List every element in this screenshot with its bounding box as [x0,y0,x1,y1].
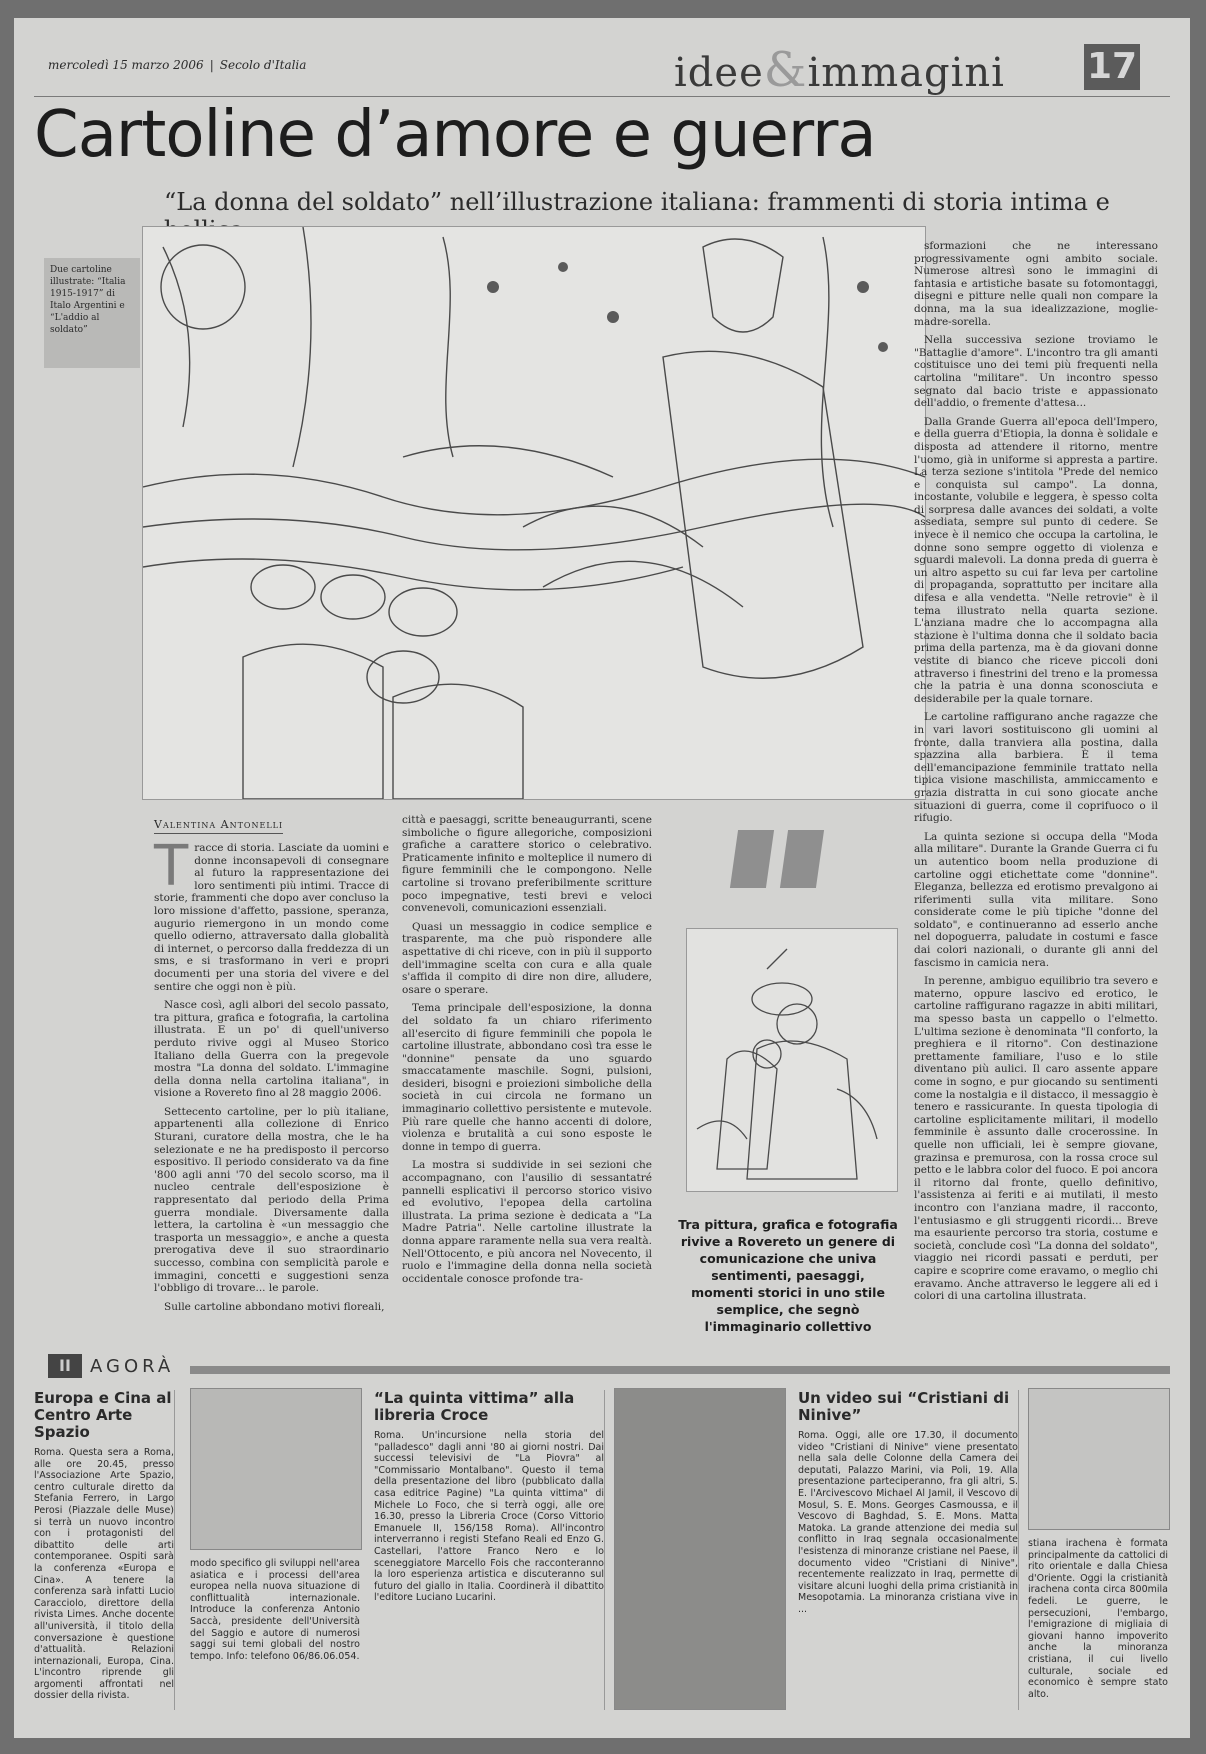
paragraph: città e paesaggi, scritte beneaugurranti, scene simboliche o figure allegoriche, composizioni grafiche a carattere storico o celebrativo. Praticamente infinito e molteplice il numero di figure femminili che le compongono. Nelle cartoline si trovano preferibilmente scritture poco impegnative, testi brevi e veloci convenevoli, comunicazioni essenziali. [402,814,652,915]
agora-logo-icon: II [48,1354,82,1378]
date-text: mercoledì 15 marzo 2006 [48,58,204,72]
article-column-2 [402,814,652,1291]
paragraph: Le cartoline raffigurano anche ragazze che in vari lavori sostituiscono gli uomini al fronte, dalla tranviera alla postina, dalla spazzina alla barbiera. È il tema dell'emancipazione femminile trattato nella tipica visione maschilista, ammiccamento e grazia distratta in cui sono giocate anche situazioni di guerra, come il coprifuoco o il rifugio. [914,711,1158,825]
article-column-1 [154,834,389,1319]
paragraph: racce di storia. Lasciate da uomini e donne inconsapevoli di consegnare al futuro la rappresentazione dei loro sentimenti più intimi. Tracce di storie, frammenti che dopo aver concluso la loro missione d'affetto, passione, speranza, augurio riemergono in un mondo come quello odierno, attraversato dalla globalità di internet, o percorso dalla freddezza di un sms, e si trasformano in veri e propri documenti per una storia del vivere e del sentire che oggi non è più. [154,842,389,993]
box-title: Un video sui “Cristiani di Ninive” [798,1389,1010,1424]
paragraph: In perenne, ambiguo equilibrio tra severo e materno, oppure lascivo ed erotico, le cartoline raffigurano ragazze in abiti militari, ma spesso basta un cappello o l'elmetto. L'ultima sezione è denominata "Il conforto, la preghiera e il ritorno". Con destinazione prettamente familiare, l'uso e lo stile diventano più aulici. Il caro assente appare come in sogno, e pur giocando su sentimenti come la nostalgia e il distacco, il messaggio è tenero e rassicurante. In questa tipologia di cartoline esplicitamente militari, il modello femminile è assunto dalle crocerossine. In quelle non ufficiali, lei è sempre giovane, grazinsa e premurosa, con la rossa croce sul petto e le labbra color del fuoco. E poi ancora il ritorno dal fronte, quello definitivo, l'assistenza ai feriti e ai mutilati, il mesto incontro con l'anziana madre, il racconto, l'entusiasmo e gli struggenti ricordi... Breve ma esauriente percorso tra storia, costume e società, conclude così "La donna del soldato", viaggio nei ricordi passati e perduti, per capire e scoprire come eravamo, o meglio chi eravamo. Anche attraverso le leggere ali ed i colori di una cartolina illustrata. [914,975,1158,1303]
article-title: Cartoline d’amore e guerra [34,98,876,172]
newspaper-name: Secolo d'Italia [219,58,307,72]
paragraph: Tema principale dell'esposizione, la donna del soldato fa un chiaro riferimento all'esercito di figure femminili che popola le cartoline illustrate, abbondano così tra esse le "donnine" pensate da uno sguardo smaccatamente maschile. Sogni, pulsioni, desideri, bisogni e proiezioni simboliche della società in cui circola ne formano un immaginario collettivo persistente e mutevole. Più rare quelle che hanno accenti di dolore, violenza e brutalità a cui sono esposte le donne in tempo di guerra. [402,1002,652,1153]
paragraph: Dalla Grande Guerra all'epoca dell'Impero, e della guerra d'Etiopia, la donna è solidale e disposta ad attendere il ritorno, mentre l'uomo, già in uniforme si appresta a partire. La terza sezione s'intitola "Prede del nemico e conquista sul campo". La donna, incostante, volubile e leggera, è spesso colta di sorpresa dalle avances dei soldati, a volte assediata, sempre sul punto di cedere. Se invece è il nemico che occupa la cartolina, le donne sono sempre oggetto di violenza e sguardi malevoli. La donna preda di guerra è un altro aspetto su cui far leva per cartoline di propaganda, soprattutto per incitare alla difesa e alla vendetta. "Nelle retrovie" è il tema illustrato nella quarta sezione. L'anziana madre che lo accompagna alla stazione è l'ultima donna che il soldato bacia prima della partenza, ma è da giovani donne vestite di bianco che riceve piccoli doni attraverso i finestrini del treno e la promessa che la patria è una donna sconosciuta e desiderabile per la quale tornare. [914,415,1158,705]
photo-ninive [1028,1388,1170,1530]
paragraph: Nasce così, agli albori del secolo passato, tra pittura, grafica e fotografia, la cartolina illustrata. E un po' di quell'universo perduto rivive oggi al Museo Storico Italiano della Guerra con la pregevole mostra "La donna del soldato. L'immagine della donna nella cartolina italiana", in visione a Rovereto fino al 28 maggio 2006. [154,999,389,1100]
divider [190,1366,1170,1374]
box-body: Roma. Un'incursione nella storia del "palladesco" dagli anni '80 ai giorni nostri. Dai successi televisivi de "La Piovra" al "Commissario Montalbano". Questo il tema della presentazione del libro (pubblicato dalla casa editrice Pagine) "La quinta vittima" di Michele Lo Foco, che si terrà oggi, alle ore 16.30, presso la Libreria Croce (Corso Vittorio Emanuele II, 156/158 Roma). All'incontro interverranno i registi Stefano Reali ed Enzo G. Castellari, l'attore Franco Nero e lo sceneggiatore Marcello Fois che racconteranno la loro esperienza artistica e discuteranno sul futuro del giallo in Italia. Coordinerà il dibattito l'editore Luciano Lucarini. [374,1430,604,1604]
box-body: modo specifico gli sviluppi nell'area asiatica e i processi dell'area europea nella nuova situazione di conflittualità internazionale. Introduce la conferenza Antonio Saccà, presidente dell'Università del Saggio e autore di numerosi saggi sui temi globali del nostro tempo. Info: telefono 06/86.06.054. [190,1558,360,1662]
pull-quote: Tra pittura, grafica e fotografia rivive a Rovereto un genere di comunicazione che univa sentimenti, paesaggi, momenti storici in uno stile semplice, che segnò l'immaginario collettivo [678,1217,898,1334]
separator: | [209,58,214,72]
photo-quinta-vittima [614,1388,786,1710]
paragraph: sformazioni che ne interessano progressivamente ogni ambito sociale. Numerose altresì sono le immagini di fantasia e artistiche basate su fotomontaggi, disegni e pitture nelle quali non compare la donna, ma la sua idealizzazione, moglie-madre-sorella. [914,240,1158,328]
section-left: idee [674,50,764,96]
paragraph: Sulle cartoline abbondano motivi floreali, [164,1300,385,1313]
paragraph: La mostra si suddivide in sei sezioni che accompagnano, con l'ausilio di sessantatré pannelli esplicativi il percorso storico visivo ed evolutivo, l'epopea della cartolina illustrata. La prima sezione è dedicata a "La Madre Patria". Nelle cartoline illustrate la donna appare raramente nella sua vera realtà. Nell'Ottocento, e più ancora nel Novecento, il ruolo e l'immagine della donna nella società occidentale conosce profonde tra- [402,1159,652,1285]
photo-arte-spazio [190,1388,362,1550]
agora-box-1-continued [190,1558,360,1710]
page-number: 17 [1084,44,1140,90]
postcard-illustration [686,928,898,1192]
box-body: stiana irachena è formata principalmente da cattolici di rito orientale e dalla Chiesa d'Oriente. Oggi la cristianità irachena conta circa 800mila fedeli. Le guerre, le persecuzioni, l'embargo, l'emigrazione di migliaia di giovani hanno impoverito anche la minoranza cristiana, il cui livello culturale, sociale ed economico è sempre stato alto. [1028,1538,1168,1700]
paragraph: Nella successiva sezione troviamo le "Battaglie d'amore". L'incontro tra gli amanti costituisce uno dei temi più frequenti nella cartolina "militare". Un incontro spesso segnato dal bacio triste e appassionato dell'addio, o fremente d'attesa... [914,334,1158,410]
section-right: immagini [807,50,1005,96]
image-caption: Due cartoline illustrate: “Italia 1915-1917” di Italo Argentini e “L'addio al soldato” [44,258,140,368]
agora-box-1 [34,1390,175,1710]
paragraph: Settecento cartoline, per lo più italiane, appartenenti alla collezione di Enrico Sturani, curatore della mostra, che le ha selezionate e ne ha predisposto il percorso espositivo. Il periodo considerato va da fine '800 agli anni '70 del secolo scorso, ma il nucleo centrale dell'esposizione è rappresentato dal periodo della Prima guerra mondiale. Diversamente dalla lettera, la cartolina è «un messaggio che trasporta un messaggio», e anche a questa prerogativa deve il suo straordinario successo, combina con semplicità parole e immagini, concetti e suggestioni senza l'obbligo di trovare... le parole. [154,1105,389,1295]
dropcap: T [154,834,189,899]
main-illustration [142,226,926,800]
box-body: Roma. Oggi, alle ore 17.30, il documento video "Cristiani di Ninive" viene presentato nella sala delle Colonne della Camera dei deputati, Palazzo Marini, via Poli, 19. Alla presentazione parteciperanno, fra gli altri, S. E. l'Arcivescovo Michael Al Jamil, il Vescovo di Mosul, S. E. Mons. Georges Casmoussa, e il Vescovo di Baghdad, S. E. Mons. Matta Matoka. La grande attenzione dei media sul conflitto in Iraq segnala occasionalmente l'esistenza di minoranze cristiane nel Paese, il documento video "Cristiani di Ninive", recentemente realizzato in Iraq, permette di visitare alcuni luoghi della prima cristianità in Mesopotamia. La minoranza cristiana vive in ... [798,1430,1018,1615]
paragraph: La quinta sezione si occupa della "Moda alla militare". Durante la Grande Guerra ci fu un autentico boom nella produzione di cartoline oggi etichettate come "donnine". Eleganza, bellezza ed erotismo prevalgono ai riferimenti sulla vita militare. Sono considerate come le più tipiche "donne del soldato", e continueranno ad esserlo anche nel dopoguerra, paludate in costumi e fasce dai colori nazionali, o durante gli anni del fascismo in camicia nera. [914,830,1158,969]
issue-date [48,58,306,72]
agora-box-2 [374,1390,605,1710]
agora-header [34,1354,1170,1378]
section-ampersand: & [763,42,808,98]
quote-marks-icon [734,830,854,890]
newspaper-page [14,18,1190,1738]
agora-box-3 [798,1390,1019,1710]
paragraph: Quasi un messaggio in codice semplice e trasparente, ma che può rispondere alle aspettative di chi riceve, con in più il supporto dell'immagine scelta con cura e alla quale s'affida il compito di dire non dire, alludere, osare o sperare. [402,920,652,996]
masthead [34,36,1170,97]
box-title: Europa e Cina al Centro Arte Spazio [34,1389,172,1441]
box-body: Roma. Questa sera a Roma, alle ore 20.45, presso l'Associazione Arte Spazio, centro culturale diretto da Stefania Ferrero, in Largo Perosi (Piazzale delle Muse) si terrà un nuovo incontro con i protagonisti del dibattito delle arti contemporanee. Ospiti sarà la conferenza «Europa e Cina». A tenere la conferenza sarà infatti Lucio Caracciolo, direttore della rivista Limes. Anche docente all'università, il titolo della conversazione è questione d'attualità. Relazioni internazionali, Europa, Cina. L'incontro riprende gli argomenti affrontati nel dossier della rivista. [34,1447,174,1702]
box-title: “La quinta vittima” alla libreria Croce [374,1389,575,1424]
byline: Valentina Antonelli [154,818,283,834]
section-title [674,42,1005,98]
article-column-3 [914,240,1158,1309]
agora-label: AGORÀ [90,1356,175,1377]
article-subtitle: “La donna del soldato” nell’illustrazione italiana: frammenti di storia intima e [164,188,1110,216]
agora-box-3-continued [1028,1538,1168,1710]
